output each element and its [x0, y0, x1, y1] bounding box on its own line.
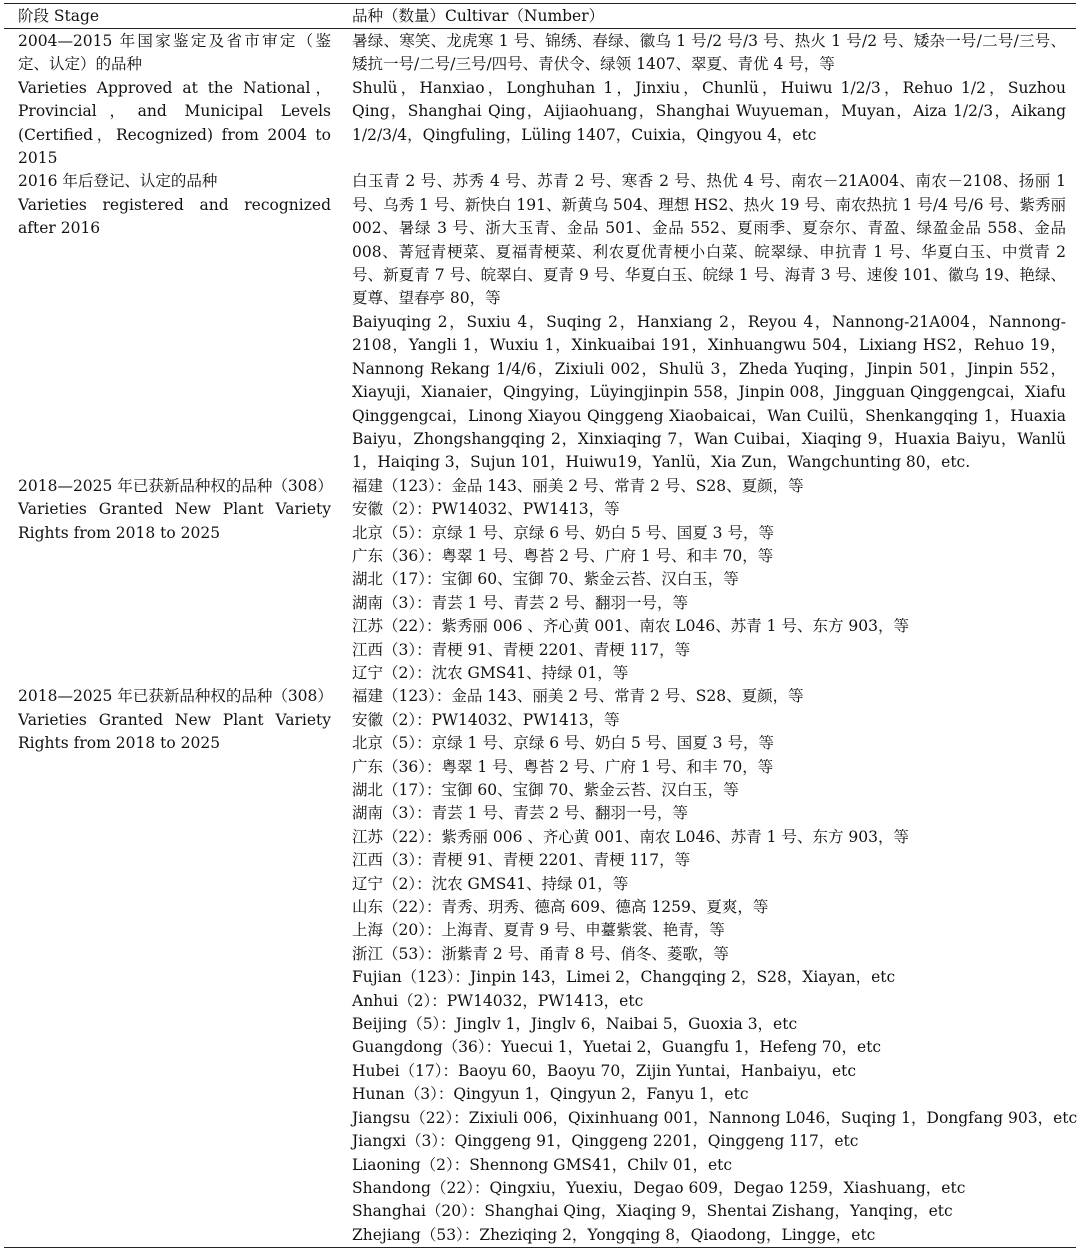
stage-text-en: Varieties Granted New Plant Variety Rights from 2018 to 2025: [18, 710, 331, 753]
province-line: Beijing（5）：Jinglv 1，Jinglv 6，Naibai 5，Guoxia 3，etc: [352, 1015, 798, 1034]
cultivar-text-zh: 白玉青 2 号、苏秀 4 号、苏青 2 号、寒香 2 号、热优 4 号、南农－21A004、南农－2108、扬丽 1 号、乌秀 1 号、新快白 191、新黄乌 504、理想 HS2、热火 19 号、南农热抗 1 号/4 号/6 号、紫秀丽 002、暑绿 3 号、浙大玉青、金品 501、金品 552、夏雨季、夏奈尔、青盈、绿盈金品 558、金品 008、菁冠青梗菜、夏福青梗菜、利农夏优青梗小白菜、皖翠绿、申抗青 1 号、华夏白玉、中赏青 2 号、新夏青 7 号、皖翠白、夏青 9 号、华夏白玉、皖绿 1 号、海青 3 号、速俊 101、徽乌 19、艳绿、夏尊、望春亭 80，等: [352, 172, 1066, 308]
province-line: 湖南（3）：青芸 1 号、青芸 2 号、翻羽一号，等: [352, 593, 689, 612]
province-line: 湖北（17）：宝御 60、宝御 70、紫金云苔、汉白玉，等: [352, 570, 739, 589]
province-line: Jiangxi（3）：Qinggeng 91，Qinggeng 2201，Qinggeng 117，etc: [352, 1132, 859, 1151]
province-line: 湖北（17）：宝御 60、宝御 70、紫金云苔、汉白玉，等: [352, 781, 739, 799]
table-row: [4, 685, 1076, 1247]
province-line: 北京（5）：京绿 1 号、京绿 6 号、奶白 5 号、国夏 3 号，等: [352, 523, 774, 542]
province-line: Zhejiang（53）：Zheziqing 2，Yongqing 8，Qiaodong，Lingge，etc: [352, 1225, 876, 1244]
province-line: 福建（123）：金品 143、丽美 2 号、常青 2 号、S28、夏颜，等: [352, 476, 804, 495]
province-line: 北京（5）：京绿 1 号、京绿 6 号、奶白 5 号、国夏 3 号，等: [352, 734, 774, 753]
cultivar-column-header: 品种（数量）Cultivar（Number）: [349, 4, 1076, 29]
province-line: 山东（22）：青秀、玥秀、德高 609、德高 1259、夏爽，等: [352, 898, 769, 917]
cultivar-cell: [349, 475, 1076, 686]
stage-text-en: Varieties registered and recognized after 2016: [18, 195, 331, 238]
stage-cell: [4, 685, 349, 1247]
table-row: [4, 170, 1076, 474]
stage-text-en: Varieties Granted New Plant Variety Rights from 2018 to 2025: [18, 500, 331, 542]
province-line: 江苏（22）：紫秀丽 006 、齐心黄 001、南农 L046、苏青 1 号、东方 903，等: [352, 827, 909, 846]
stage-text-zh: 2018—2025 年已获新品种权的品种（308）: [18, 476, 333, 495]
cultivar-cell: [349, 29, 1076, 171]
province-line: 安徽（2）：PW14032、PW1413，等: [352, 710, 620, 729]
province-line: 辽宁（2）：沈农 GMS41、持绿 01，等: [352, 874, 629, 893]
stage-cell: [4, 29, 349, 171]
province-line: Hunan（3）：Qingyun 1，Qingyun 2，Fanyu 1，etc: [352, 1085, 749, 1104]
cultivar-text-zh: 暑绿、寒笑、龙虎寒 1 号、锦绣、春绿、徽乌 1 号/2 号/3 号、热火 1 号/2 号、矮杂一号/二号/三号、矮抗一号/二号/三号/四号、青伏令、绿领 1407、翠夏、青优 4 号，等: [352, 32, 1066, 74]
province-line: Guangdong（36）：Yuecui 1，Yuetai 2，Guangfu 1，Hefeng 70，etc: [352, 1038, 882, 1057]
province-line: Shandong（22）：Qingxiu，Yuexiu，Degao 609，Degao 1259，Xiashuang，etc: [352, 1178, 966, 1197]
stage-cell: [4, 475, 349, 686]
province-line: 福建（123）：金品 143、丽美 2 号、常青 2 号、S28、夏颜，等: [352, 687, 804, 706]
cultivar-text-en: Baiyuqing 2，Suxiu 4，Suqing 2，Hanxiang 2，Reyou 4，Nannong-21A004，Nannong-2108，Yangli 1，Wuxiu 1，Xinkuaibai 191，Xinhuangwu 504，Lixiang HS2，Rehuo 19，Nannong Rekang 1/4/6，Zixiuli 002，Shulü 3，Zheda Yuqing，Jinpin 501，Jinpin 552，Xiayuji，Xianaier，Qingying，Lüyingjinpin 558，Jinpin 008，Jingguan Qinggengcai，Xiafu Qinggengcai，Linong Xiayou Qinggeng Xiaobaicai，Wan Cuilü，Shenkangqing 1，Huaxia Baiyu，Zhongshangqing 2，Xinxiaqing 7，Wan Cuibai，Xiaqing 9，Huaxia Baiyu，Wanlü 1，Haiqing 3，Sujun 101，Huiwu19，Yanlü，Xia Zun，Wangchunting 80，etc.: [352, 312, 1066, 472]
stage-cell: [4, 170, 349, 474]
province-line: 江西（3）：青梗 91、青梗 2201、青梗 117，等: [352, 640, 691, 659]
province-line: Hubei（17）：Baoyu 60，Baoyu 70，Zijin Yuntai，Hanbaiyu，etc: [352, 1061, 857, 1080]
province-line: 上海（20）：上海青、夏青 9 号、申薹紫裳、艳青，等: [352, 921, 725, 940]
cultivar-cell: [349, 685, 1076, 1247]
province-line: 辽宁（2）：沈农 GMS41、持绿 01，等: [352, 663, 629, 682]
province-line: 江西（3）：青梗 91、青梗 2201、青梗 117，等: [352, 851, 691, 870]
province-line: 安徽（2）：PW14032、PW1413，等: [352, 500, 620, 519]
province-line: Liaoning（2）：Shennong GMS41，Chilv 01，etc: [352, 1155, 733, 1174]
province-line: 广东（36）：粤翠 1 号、粤苔 2 号、广府 1 号、和丰 70，等: [352, 546, 774, 565]
stage-column-header: 阶段 Stage: [4, 4, 349, 29]
table-header-row: [4, 4, 1076, 29]
table-row: [4, 475, 1076, 686]
province-line: 浙江（53）：浙紫青 2 号、甬青 8 号、俏冬、菱歌，等: [352, 944, 729, 963]
province-line: 湖南（3）：青芸 1 号、青芸 2 号、翻羽一号，等: [352, 804, 689, 823]
province-line: Jiangsu（22）：Zixiuli 006，Qixinhuang 001，Nannong L046，Suqing 1，Dongfang 903，etc: [352, 1108, 1078, 1127]
cultivar-text-en: Shulü，Hanxiao，Longhuhan 1，Jinxiu，Chunlü，Huiwu 1/2/3，Rehuo 1/2，Suzhou Qing，Shanghai Qing，Aijiaohuang，Shanghai Wuyueman，Muyan，Aiza 1/2/3，Aikang 1/2/3/4，Qingfuling，Lüling 1407，Cuixia，Qingyou 4，etc: [352, 78, 1066, 144]
stage-text-zh: 2016 年后登记、认定的品种: [18, 172, 218, 191]
stage-text-en: Varieties Approved at the National，Provincial，and Municipal Levels (Certified，Recognized) from 2004 to 2015: [18, 78, 331, 168]
province-line: 江苏（22）：紫秀丽 006 、齐心黄 001、南农 L046、苏青 1 号、东方 903，等: [352, 617, 909, 636]
province-line: Fujian（123）：Jinpin 143，Limei 2，Changqing 2，S28，Xiayan，etc: [352, 968, 896, 987]
cultivar-stage-table: [4, 3, 1076, 1248]
province-line: 广东（36）：粤翠 1 号、粤苔 2 号、广府 1 号、和丰 70，等: [352, 757, 774, 776]
stage-text-zh: 2004—2015 年国家鉴定及省市审定（鉴定、认定）的品种: [18, 32, 331, 74]
stage-text-zh: 2018—2025 年已获新品种权的品种（308）: [18, 687, 333, 706]
cultivar-cell: [349, 170, 1076, 474]
province-line: Anhui（2）：PW14032，PW1413，etc: [352, 991, 644, 1010]
table-row: [4, 29, 1076, 171]
province-line: Shanghai（20）：Shanghai Qing，Xiaqing 9，Shentai Zishang，Yanqing，etc: [352, 1202, 953, 1221]
